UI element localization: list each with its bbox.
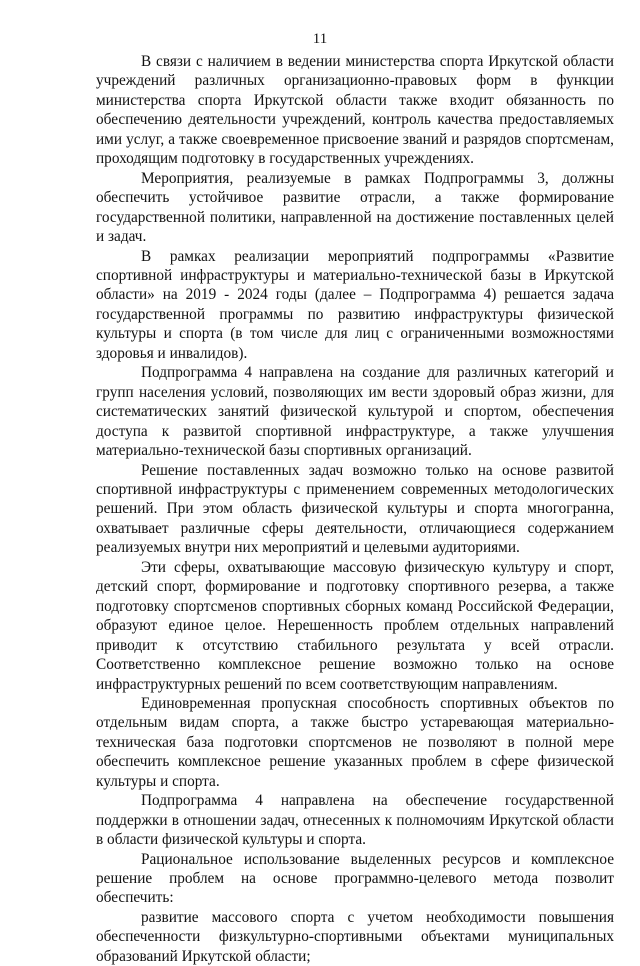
paragraph: Мероприятия, реализуемые в рамках Подпрограммы 3, должны обеспечить устойчивое развитие отрасли, а также формирование государственной политики, направленной на достижение поставленных целей и задач. xyxy=(96,169,614,246)
list-item-paragraph: развитие массового спорта с учетом необходимости повышения обеспеченности физкультурно-спортивными объектами муниципальных образований Иркутской области; xyxy=(96,908,614,965)
paragraph: Решение поставленных задач возможно только на основе развитой спортивной инфраструктуры с применением современных методологических решений. При этом область физической культуры и спорта многогранна, охватывает различные сферы деятельности, отличающиеся содержанием реализуемых внутри них мероприятий и целевыми аудиториями. xyxy=(96,461,614,557)
document-body xyxy=(96,52,614,966)
paragraph: Эти сферы, охватывающие массовую физическую культуру и спорт, детский спорт, формирование и подготовку спортивного резерва, а также подготовку спортсменов спортивных сборных команд Российской Федерации, образуют единое целое. Нерешенность проблем отдельных направлений приводит к отсутствию стабильного результата у всей отрасли. Соответственно комплексное решение возможно только на основе инфраструктурных решений по всем соответствующим направлениям. xyxy=(96,558,614,693)
paragraph: В рамках реализации мероприятий подпрограммы «Развитие спортивной инфраструктуры и материально-технической базы в Иркутской области» на 2019 - 2024 годы (далее – Подпрограмма 4) решается задача государственной программы по развитию инфраструктуры физической культуры и спорта (в том числе для лиц с ограниченными возможностями здоровья и инвалидов). xyxy=(96,247,614,362)
paragraph: Единовременная пропускная способность спортивных объектов по отдельным видам спорта, а также быстро устаревающая материально-техническая база подготовки спортсменов не позволяют в полной мере обеспечить комплексное решение указанных проблем в сфере физической культуры и спорта. xyxy=(96,694,614,790)
paragraph: Подпрограмма 4 направлена на обеспечение государственной поддержки в отношении задач, отнесенных к полномочиям Иркутской области в области физической культуры и спорта. xyxy=(96,792,614,849)
paragraph: Рациональное использование выделенных ресурсов и комплексное решение проблем на основе программно-целевого метода позволит обеспечить: xyxy=(96,850,614,907)
paragraph: Подпрограмма 4 направлена на создание для различных категорий и групп населения условий, позволяющих им вести здоровый образ жизни, для систематических занятий физической культурой и спортом, обеспечения доступа к развитой спортивной инфраструктуре, а также улучшения материально-технической базы спортивных организаций. xyxy=(96,364,614,460)
page-number: 11 xyxy=(312,31,328,47)
paragraph: В связи с наличием в ведении министерства спорта Иркутской области учреждений различных организационно-правовых форм в функции министерства спорта Иркутской области также входит обязанность по обеспечению деятельности учреждений, контроль качества предоставляемых ими услуг, а также своевременное присвоение званий и разрядов спортсменам, проходящим подготовку в государственных учреждениях. xyxy=(96,53,614,168)
